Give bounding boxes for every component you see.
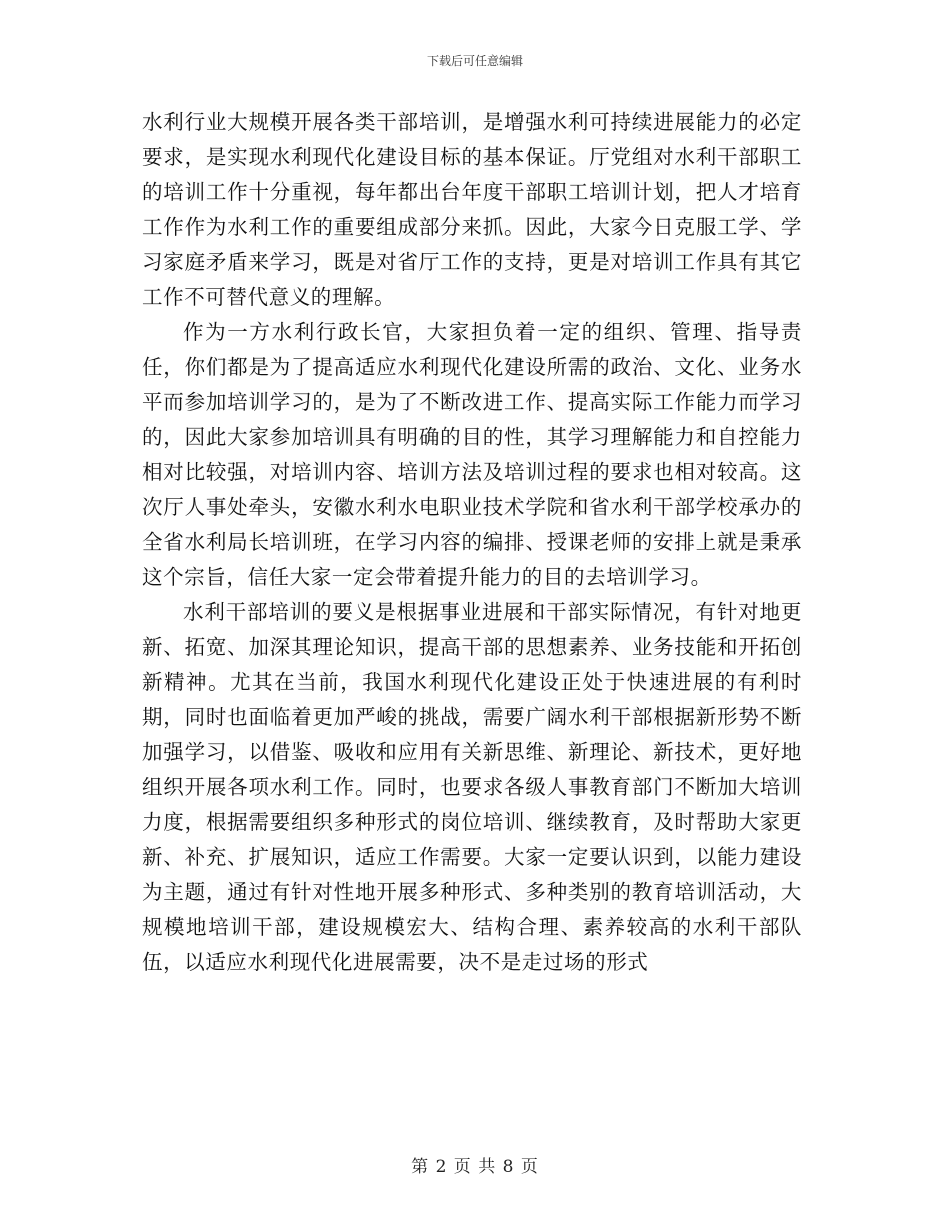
document-body [142, 105, 802, 980]
paragraph-2: 作为一方水利行政长官，大家担负着一定的组织、管理、指导责任，你们都是为了提高适应水利现代化建设所需的政治、文化、业务水平而参加培训学习的，是为了不断改进工作、提高实际工作能力而学习的，因此大家参加培训具有明确的目的性，其学习理解能力和自控能力相对比较强，对培训内容、培训方法及培训过程的要求也相对较高。这次厅人事处牵头，安徽水利水电职业技术学院和省水利干部学校承办的全省水利局长培训班，在学习内容的编排、授课老师的安排上就是秉承这个宗旨，信任大家一定会带着提升能力的目的去培训学习。 [142, 320, 802, 589]
paragraph-1: 水利行业大规模开展各类干部培训，是增强水利可持续进展能力的必定要求，是实现水利现代化建设目标的基本保证。厅党组对水利干部职工的培训工作十分重视，每年都出台年度干部职工培训计划，把人才培育工作作为水利工作的重要组成部分来抓。因此，大家今日克服工学、学习家庭矛盾来学习，既是对省厅工作的支持，更是对培训工作具有其它工作不可替代意义的理解。 [142, 110, 802, 309]
paragraph-3: 水利干部培训的要义是根据事业进展和干部实际情况，有针对地更新、拓宽、加深其理论知识，提高干部的思想素养、业务技能和开拓创新精神。尤其在当前，我国水利现代化建设正处于快速进展的有利时期，同时也面临着更加严峻的挑战，需要广阔水利干部根据新形势不断加强学习，以借鉴、吸收和应用有关新思维、新理论、新技术，更好地组织开展各项水利工作。同时，也要求各级人事教育部门不断加大培训力度，根据需要组织多种形式的岗位培训、继续教育，及时帮助大家更新、补充、扩展知识，适应工作需要。大家一定要认识到，以能力建设为主题，通过有针对性地开展多种形式、多种类别的教育培训活动，大规模地培训干部，建设规模宏大、结构合理、素养较高的水利干部队伍，以适应水利现代化进展需要，决不是走过场的形式 [142, 600, 802, 974]
page-header-note: 下载后可任意编辑 [426, 54, 523, 68]
page-number: 第 2 页 共 8 页 [411, 1157, 539, 1177]
